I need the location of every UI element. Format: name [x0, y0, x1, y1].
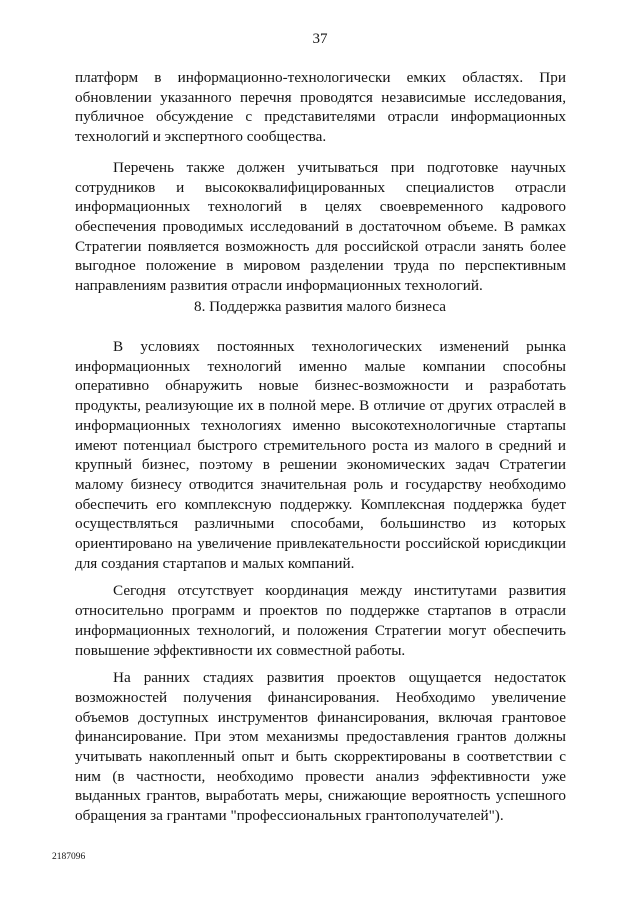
page-number: 37 [312, 31, 328, 47]
paragraph-5: На ранних стадиях развития проектов ощущается недостаток возможностей получения финансирования. Необходимо увеличение объемов доступных инструментов финансирования, включая грантовое финансирование. При этом механизмы предоставления грантов должны учитывать накопленный опыт и быть скорректированы в соответствии с ним (в частности, необходимо провести анализ эффективности уже выданных грантов, выработать меры, снижающие вероятность успешного обращения за грантами "профессиональных грантополучателей"). [75, 669, 566, 825]
paragraph-4: Сегодня отсутствует координация между институтами развития относительно программ и проектов по поддержке стартапов в отрасли информационных технологий, и положения Стратегии могут обеспечить повышение эффективности их совместной работы. [75, 582, 566, 659]
paragraph-1: платформ в информационно-технологически емких областях. При обновлении указанного перечня проводятся независимые исследования, публичное обсуждение с представителями отрасли информационных технологий и экспертного сообщества. [75, 69, 566, 146]
paragraph-3: В условиях постоянных технологических изменений рынка информационных технологий именно малые компании способны оперативно обнаружить новые бизнес-возможности и разработать продукты, реализующие их в полной мере. В отличие от других отраслей в информационных технологиях именно высокотехнологичные стартапы имеют потенциал быстрого стремительного роста из малого в средний и крупный бизнес, поэтому в решении экономических задач Стратегии малому бизнесу отводится значительная роль и государству необходимо обеспечить его комплексную поддержку. Комплексная поддержка будет осуществляться различными способами, большинство из которых ориентировано на увеличение привлекательности российской юрисдикции для создания стартапов и малых компаний. [75, 338, 566, 572]
document-code: 2187096 [52, 852, 86, 862]
paragraph-2: Перечень также должен учитываться при подготовке научных сотрудников и высококвалифицированных специалистов отрасли информационных технологий в целях своевременного кадрового обеспечения проводимых исследований в достаточном объеме. В рамках Стратегии появляется возможность для российской отрасли занять более выгодное положение в мировом разделении труда по перспективным направлениям развития отрасли информационных технологий. [75, 158, 566, 295]
text-block-before-heading [75, 68, 566, 296]
section-heading: 8. Поддержка развития малого бизнеса [193, 298, 447, 315]
text-block-after-heading [75, 337, 566, 826]
